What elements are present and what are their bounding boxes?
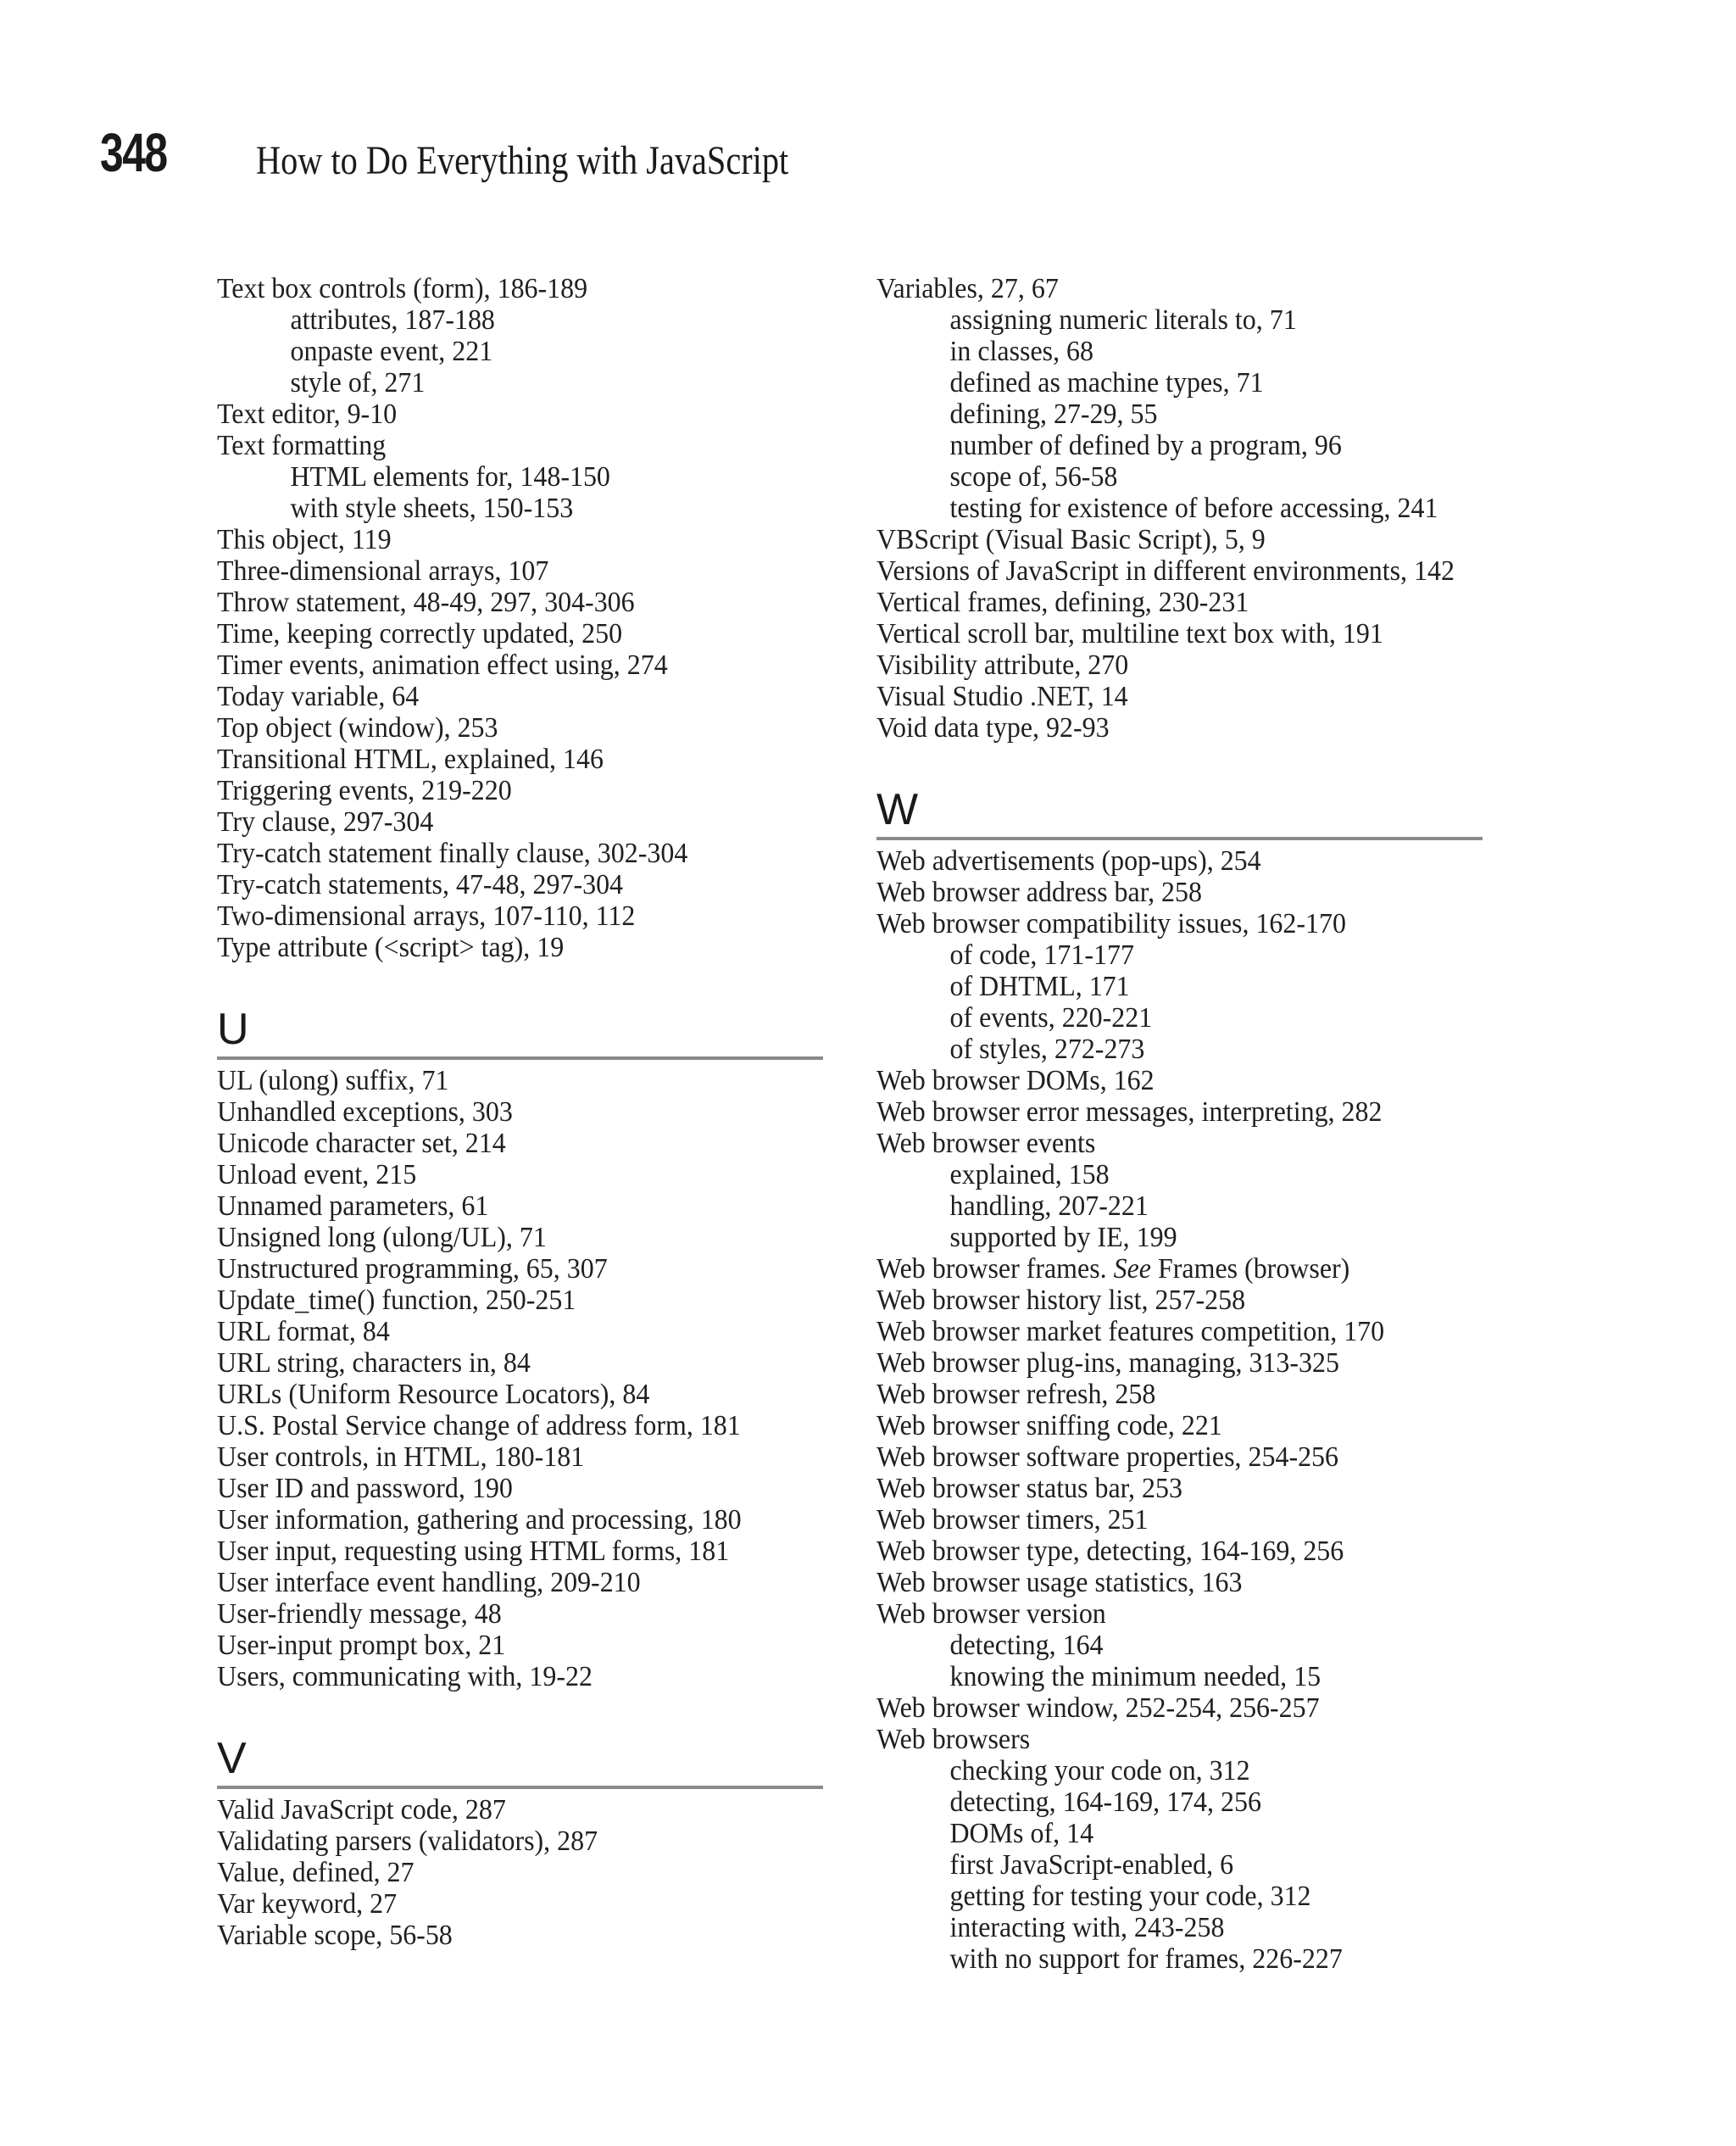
index-entry: Top object (window), 253 [217,712,498,744]
index-entry: Web browser address bar, 258 [876,877,1202,908]
page-number: 348 [100,122,167,183]
see-reference-label: See [1113,1253,1151,1285]
section-letter-heading: V [217,1721,823,1789]
index-entry: Try clause, 297-304 [217,806,434,838]
index-subentry: onpaste event, 221 [290,336,493,367]
index-entry: URL format, 84 [217,1316,390,1347]
index-entry: UL (ulong) suffix, 71 [217,1065,449,1096]
index-subentry: DOMs of, 14 [949,1818,1094,1849]
section-letter-heading: U [217,992,823,1060]
index-entry: Type attribute (<script> tag), 19 [217,932,565,963]
index-subentry: checking your code on, 312 [949,1755,1250,1786]
index-entry: User ID and password, 190 [217,1473,513,1504]
index-entry: Time, keeping correctly updated, 250 [217,618,623,649]
index-entry: VBScript (Visual Basic Script), 5, 9 [876,524,1266,555]
index-entry: Triggering events, 219-220 [217,775,512,806]
see-reference-target: Frames (browser) [1157,1253,1350,1285]
index-entry: User-friendly message, 48 [217,1598,502,1630]
index-subentry: assigning numeric literals to, 71 [949,304,1297,336]
index-subentry: getting for testing your code, 312 [949,1881,1311,1912]
index-entry: Timer events, animation effect using, 274 [217,649,668,681]
index-entry: Web browser DOMs, 162 [876,1065,1155,1096]
index-entry: Try-catch statement finally clause, 302-304 [217,838,688,869]
index-entry: Web browser plug-ins, managing, 313-325 [876,1347,1339,1379]
index-entry: Web browser refresh, 258 [876,1379,1156,1410]
index-entry: Text editor, 9-10 [217,399,398,430]
index-entry: Unnamed parameters, 61 [217,1190,489,1222]
index-subentry: of DHTML, 171 [949,971,1130,1002]
index-entry: Valid JavaScript code, 287 [217,1794,506,1825]
index-entry: Web browser timers, 251 [876,1504,1149,1536]
index-entry: Variable scope, 56-58 [217,1920,453,1951]
index-entry: Text formatting [217,430,387,461]
index-subentry: defining, 27-29, 55 [949,399,1158,430]
index-entry: Two-dimensional arrays, 107-110, 112 [217,900,636,932]
index-entry: Web browser status bar, 253 [876,1473,1182,1504]
index-entry: URL string, characters in, 84 [217,1347,531,1379]
index-subentry: of code, 171-177 [949,939,1134,971]
index-entry: Web browser software properties, 254-256 [876,1441,1339,1473]
index-entry: Vertical scroll bar, multiline text box with, 191 [876,618,1383,649]
section-letter-heading: W [876,772,1483,840]
index-entry: Text box controls (form), 186-189 [217,273,588,304]
index-entry: Web browser window, 252-254, 256-257 [876,1692,1320,1724]
index-entry: Value, defined, 27 [217,1857,415,1888]
index-entry: Vertical frames, defining, 230-231 [876,587,1249,618]
index-entry: Web browser events [876,1128,1096,1159]
index-entry: Unload event, 215 [217,1159,417,1190]
index-entry: Unstructured programming, 65, 307 [217,1253,608,1285]
index-subentry: HTML elements for, 148-150 [290,461,610,493]
index-entry: Web browser version [876,1598,1106,1630]
index-subentry: detecting, 164 [949,1630,1104,1661]
index-entry: This object, 119 [217,524,392,555]
index-entry: Visual Studio .NET, 14 [876,681,1128,712]
index-column-left [217,273,823,1951]
index-subentry: with style sheets, 150-153 [290,493,574,524]
index-entry: Web browser history list, 257-258 [876,1285,1246,1316]
index-subentry: first JavaScript-enabled, 6 [949,1849,1234,1881]
index-entry: Web browser sniffing code, 221 [876,1410,1222,1441]
index-subentry: number of defined by a program, 96 [949,430,1342,461]
index-entry: U.S. Postal Service change of address form, 181 [217,1410,741,1441]
index-subentry: in classes, 68 [949,336,1094,367]
index-entry: Web advertisements (pop-ups), 254 [876,845,1261,877]
index-entry: Web browsers [876,1724,1031,1755]
index-subentry: handling, 207-221 [949,1190,1149,1222]
index-entry: Var keyword, 27 [217,1888,398,1920]
index-entry: Unicode character set, 214 [217,1128,506,1159]
index-entry: Three-dimensional arrays, 107 [217,555,549,587]
index-entry: Users, communicating with, 19-22 [217,1661,593,1692]
index-subentry: attributes, 187-188 [290,304,495,336]
index-subentry: testing for existence of before accessing, 241 [949,493,1438,524]
index-entry: Web browser compatibility issues, 162-170 [876,908,1346,939]
index-column-right [876,273,1483,1975]
index-entry: User controls, in HTML, 180-181 [217,1441,585,1473]
index-subentry: style of, 271 [290,367,426,399]
index-subentry: defined as machine types, 71 [949,367,1264,399]
index-entry: Unhandled exceptions, 303 [217,1096,513,1128]
index-subentry: knowing the minimum needed, 15 [949,1661,1321,1692]
index-subentry: with no support for frames, 226-227 [949,1943,1343,1975]
index-entry: Web browser error messages, interpreting, 282 [876,1096,1383,1128]
index-entry: Versions of JavaScript in different environments, 142 [876,555,1455,587]
index-entry: User-input prompt box, 21 [217,1630,506,1661]
index-entry: Visibility attribute, 270 [876,649,1129,681]
index-entry: Unsigned long (ulong/UL), 71 [217,1222,547,1253]
index-entry: Void data type, 92-93 [876,712,1110,744]
index-entry: URLs (Uniform Resource Locators), 84 [217,1379,650,1410]
index-entry: User interface event handling, 209-210 [217,1567,641,1598]
index-entry: Web browser type, detecting, 164-169, 256 [876,1536,1344,1567]
index-entry: Web browser market features competition, 170 [876,1316,1385,1347]
index-entry: User information, gathering and processing, 180 [217,1504,742,1536]
index-entry [876,1253,1446,1285]
index-subentry: of styles, 272-273 [949,1034,1145,1065]
index-subentry: of events, 220-221 [949,1002,1153,1034]
index-subentry: scope of, 56-58 [949,461,1118,493]
index-subentry: detecting, 164-169, 174, 256 [949,1786,1261,1818]
index-entry: Try-catch statements, 47-48, 297-304 [217,869,624,900]
index-subentry: supported by IE, 199 [949,1222,1177,1253]
index-entry: Web browser usage statistics, 163 [876,1567,1243,1598]
running-header-title: How to Do Everything with JavaScript [256,138,789,183]
index-entry-text: Web browser frames. [876,1253,1107,1285]
index-entry: Variables, 27, 67 [876,273,1059,304]
index-entry: Today variable, 64 [217,681,420,712]
index-entry: Transitional HTML, explained, 146 [217,744,604,775]
index-entry: User input, requesting using HTML forms, 181 [217,1536,730,1567]
index-subentry: interacting with, 243-258 [949,1912,1225,1943]
index-entry: Validating parsers (validators), 287 [217,1825,598,1857]
index-subentry: explained, 158 [949,1159,1110,1190]
index-entry: Throw statement, 48-49, 297, 304-306 [217,587,635,618]
index-entry: Update_time() function, 250-251 [217,1285,576,1316]
